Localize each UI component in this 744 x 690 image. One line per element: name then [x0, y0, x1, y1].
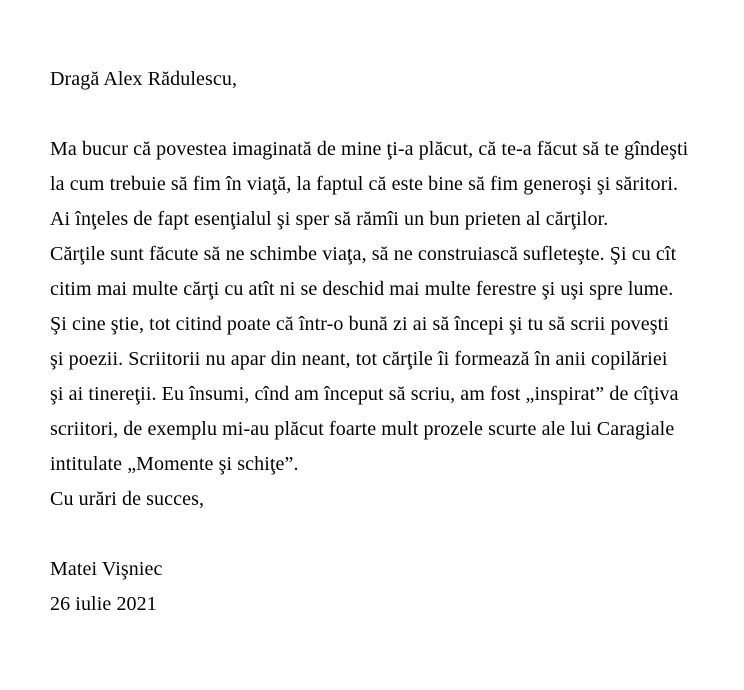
- body-line: intitulate „Momente şi schiţe”.: [50, 453, 299, 475]
- body-line: Cărţile sunt făcute să ne schimbe viaţa, să ne construiască sufleteşte. Şi cu cît: [50, 243, 677, 265]
- date: 26 iulie 2021: [50, 593, 157, 615]
- closing: Cu urări de succes,: [50, 488, 205, 510]
- blank-line: [50, 97, 730, 132]
- body-line: şi ai tinereţii. Eu însumi, cînd am început să scriu, am fost „inspirat” de cîţiva: [50, 383, 679, 405]
- body-line: Şi cine ştie, tot citind poate că într-o bună zi ai să începi şi tu să scrii poveşti: [50, 313, 669, 335]
- body-line: Ai înţeles de fapt esenţialul şi sper să rămîi un bun prieten al cărţilor.: [50, 208, 609, 230]
- body-line: şi poezii. Scriitorii nu apar din neant, tot cărţile îi formează în anii copilăriei: [50, 348, 668, 370]
- body-line: citim mai multe cărţi cu atît ni se deschid mai multe ferestre şi uşi spre lume.: [50, 278, 674, 300]
- salutation: Dragă Alex Rădulescu,: [50, 68, 238, 90]
- body-line: Ma bucur că povestea imaginată de mine ţi-a plăcut, că te-a făcut să te gîndeşti: [50, 138, 689, 160]
- signature: Matei Vişniec: [50, 558, 163, 580]
- body-line: la cum trebuie să fim în viaţă, la faptul că este bine să fim generoşi şi săritori.: [50, 173, 679, 195]
- letter: [50, 62, 730, 622]
- blank-line: [50, 517, 730, 552]
- body-line: scriitori, de exemplu mi-au plăcut foarte mult prozele scurte ale lui Caragiale: [50, 418, 675, 440]
